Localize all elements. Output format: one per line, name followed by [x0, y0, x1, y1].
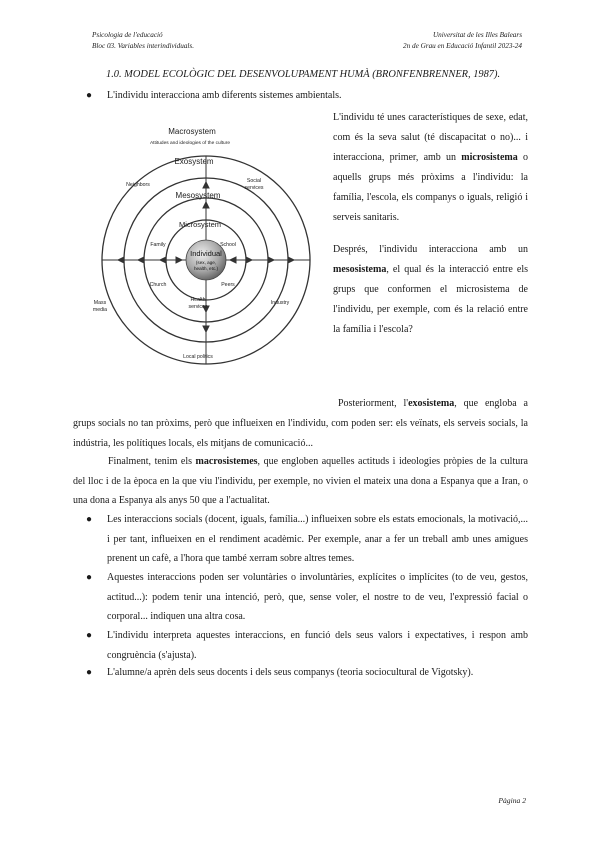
label-school: School — [220, 242, 236, 248]
bullet-item: L'alumne/a aprèn dels seus docents i dels seus companys (teoria sociocultural de Vigotsky). — [107, 667, 474, 678]
label-mass-1: Mass — [93, 300, 107, 306]
label-health-1: Health — [190, 297, 206, 303]
term-macrosystem: macrosistemes — [195, 456, 258, 467]
label-health-2: services — [188, 304, 208, 310]
header-degree: 2n de Grau en Educació Infantil 2023-24 — [403, 42, 522, 50]
label-exosystem: Exosystem — [174, 157, 214, 166]
label-family: Family — [150, 242, 166, 248]
bullet-item: Aquestes interaccions poden ser voluntàries o involuntàries, explícites o implícites (to de veu, gestos, actitud...): podem tenir una intenció, però, que, sense voler, el nostre to de veu, l'expressió facial o corporal... indiquen una altra cosa. — [107, 572, 528, 622]
header-course: Psicologia de l'educació — [92, 31, 163, 39]
header-right — [403, 30, 522, 52]
ecological-model-diagram — [86, 106, 318, 368]
header-block: Bloc 03. Variables interindividuals. — [92, 42, 195, 50]
label-social-2: services — [244, 185, 264, 191]
label-individual-sub1: (sex, age, — [195, 260, 217, 265]
label-social-1: Social — [246, 178, 262, 184]
term-exosystem: exosistema — [408, 398, 455, 409]
bullet-marker: ● — [86, 572, 93, 583]
label-macrosystem: Macrosystem — [168, 127, 216, 136]
page-number: Pàgina 2 — [498, 796, 526, 805]
paragraph-mesosystem: Després, l'individu interacciona amb un mesosistema, el qual és la interacció entre els grups que conformen el microsistema de l'individu, per exemple, com és la relació entre la família i l'escola? — [333, 244, 528, 335]
section-title: 1.0. MODEL ECOLÒGIC DEL DESENVOLUPAMENT HUMÀ (BRONFENBRENNER, 1987). — [106, 69, 501, 80]
header-left — [92, 30, 194, 52]
term-microsystem: microsistema — [461, 152, 518, 163]
bullet-item: Les interaccions socials (docent, iguals, família...) influeixen sobre els estats emocionals, la motivació,... i per tant, influeixen en el rendiment acadèmic. Per exemple, anar a fer un treball amb unes amigues prenent un cafè, a l'hora que també xerram sobre altres temes. — [107, 514, 528, 564]
label-macrosystem-sub: Attitudes and ideologies of the culture — [149, 141, 231, 146]
paragraph-microsystem: L'individu té unes característiques de sexe, edat, com és la seva salut (té discapacitat o no)... i interacciona, primer, amb un microsistema o aquells grups més pròxims a l'individu: la família, l'escola, els companys o iguals, religió i serveis sanitaris. — [333, 112, 528, 223]
label-local-politics: Local politics — [183, 354, 213, 360]
bullet-marker: ● — [86, 90, 93, 101]
bullet-item: L'individu interpreta aquestes interaccions, en funció dels seus valors i expectatives, i respon amb congruència (s'ajusta). — [107, 630, 528, 661]
paragraph-exosystem: Posteriorment, l'exosistema, que engloba a grups socials no tan pròxims, però que influeixen en l'individu, com poden ser: els veïnats, els serveis socials, la indústria, les polítiques locals, els mitjans de comunicació... — [73, 398, 528, 449]
label-neighbors: Neighbors — [126, 182, 150, 188]
label-peers: Peers — [221, 282, 235, 288]
bullet-marker: ● — [86, 630, 93, 641]
label-microsystem: Microsystem — [178, 220, 222, 229]
label-individual: Individual — [190, 249, 222, 258]
header-university: Universitat de les Illes Balears — [432, 31, 522, 39]
term-mesosystem: mesosistema — [333, 264, 387, 275]
label-mass-2: media — [92, 307, 108, 313]
intro-bullet-text: L'individu interacciona amb diferents sistemes ambientals. — [107, 90, 342, 101]
label-individual-sub2: health, etc.) — [193, 266, 219, 271]
bullet-marker: ● — [86, 667, 93, 678]
bullet-marker: ● — [86, 514, 93, 525]
label-industry: Industry — [270, 300, 290, 306]
label-mesosystem: Mesosystem — [175, 191, 221, 200]
label-church: Church — [149, 282, 167, 288]
paragraph-macrosystem: Finalment, tenim els macrosistemes, que engloben aquelles actituds i ideologies pròpies de la cultura del lloc i de la època en la que viu l'individu, per exemple, no vivien el mateix una dona a Espanya que a Iran, o una dona a Espanya als anys 50 que a l'actualitat. — [73, 456, 528, 506]
